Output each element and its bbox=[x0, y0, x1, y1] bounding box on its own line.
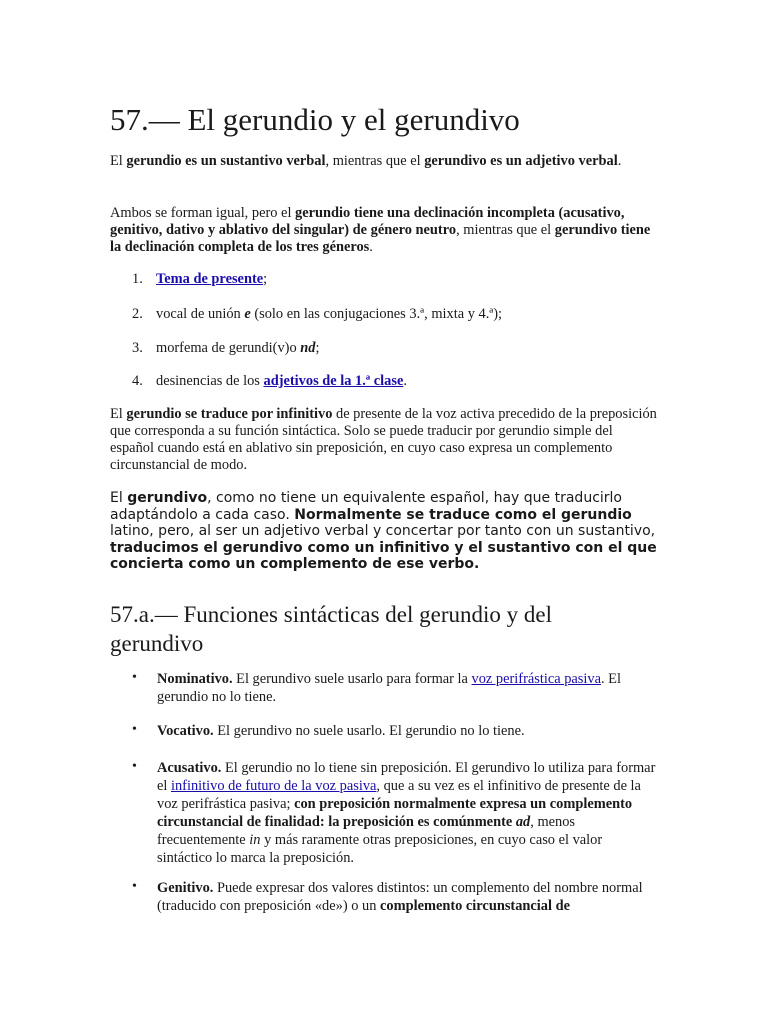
link-tema-de-presente[interactable]: Tema de presente bbox=[156, 271, 264, 287]
link-voz-perifrastica-pasiva[interactable]: voz perifrástica pasiva bbox=[471, 671, 601, 687]
list-item-vocativo: • Vocativo. El gerundivo no suele usarlo. El gerundio no lo tiene. bbox=[132, 722, 525, 739]
list-item: 1. Tema de presente; bbox=[132, 271, 268, 287]
paragraph-formation: Ambos se forman igual, pero el gerundio tiene una declinación incompleta (acusativo, genitivo, dativo y ablativo del singular) de género neutro, mientras que el gerundivo tiene la declinación completa de los tres géneros. bbox=[110, 205, 651, 255]
list-item-acusativo: • Acusativo. El gerundio no lo tiene sin preposición. El gerundivo lo utiliza para formar el infinitivo de futuro de la voz pasiva, que a su vez es el infinitivo de presente de la voz perifrástica pasiva; con preposición normalmente expresa un complemento circunstancial de finalidad: la preposición es comúnmente ad, menos frecuentemente in y más raramente otras preposiciones, en cuyo caso el valor sintáctico lo marca la preposición. bbox=[132, 759, 656, 866]
bullet-icon: • bbox=[132, 759, 137, 774]
paragraph-gerundivo-translation: El gerundivo, como no tiene un equivalente español, hay que traducirlo adaptándolo a cada caso. Normalmente se traduce como el gerundio latino, pero, al ser un adjetivo verbal y concertar por tanto con un sustantivo, traducimos el gerundivo como un infinitivo y el sustantivo con el que concierta como un complemento de ese verbo. bbox=[110, 490, 657, 572]
bullet-icon: • bbox=[132, 722, 137, 737]
page-title: 57.— El gerundio y el gerundivo bbox=[110, 102, 520, 137]
list-item: 2. vocal de unión e (solo en las conjugaciones 3.ª, mixta y 4.ª); bbox=[132, 306, 503, 322]
list-item: 4. desinencias de los adjetivos de la 1.ª clase. bbox=[132, 373, 407, 389]
list-item: 3. morfema de gerundi(v)o nd; bbox=[132, 340, 320, 356]
paragraph-gerundio-translation: El gerundio se traduce por infinitivo de presente de la voz activa precedido de la preposición que corresponda a su función sintáctica. Solo se puede traducir por gerundio simple del español cuando está en ablativo sin preposición, en cuyo caso expresa un complemento circunstancial de modo. bbox=[110, 406, 657, 473]
list-item-nominativo: • Nominativo. El gerundivo suele usarlo para formar la voz perifrástica pasiva. El gerundio no lo tiene. bbox=[132, 670, 621, 705]
bullet-icon: • bbox=[132, 879, 137, 894]
list-item-genitivo: • Genitivo. Puede expresar dos valores distintos: un complemento del nombre normal (traducido con preposición «de») o un complemento circunstancial de bbox=[132, 879, 643, 914]
bullet-icon: • bbox=[132, 670, 137, 685]
link-infinitivo-futuro-voz-pasiva[interactable]: infinitivo de futuro de la voz pasiva bbox=[170, 778, 377, 794]
section-heading: 57.a.— Funciones sintácticas del gerundio y del gerundivo bbox=[110, 602, 553, 656]
link-adjetivos-1-clase[interactable]: adjetivos de la 1.ª clase bbox=[263, 373, 404, 389]
paragraph-definition: El gerundio es un sustantivo verbal, mientras que el gerundivo es un adjetivo verbal. bbox=[110, 153, 622, 169]
